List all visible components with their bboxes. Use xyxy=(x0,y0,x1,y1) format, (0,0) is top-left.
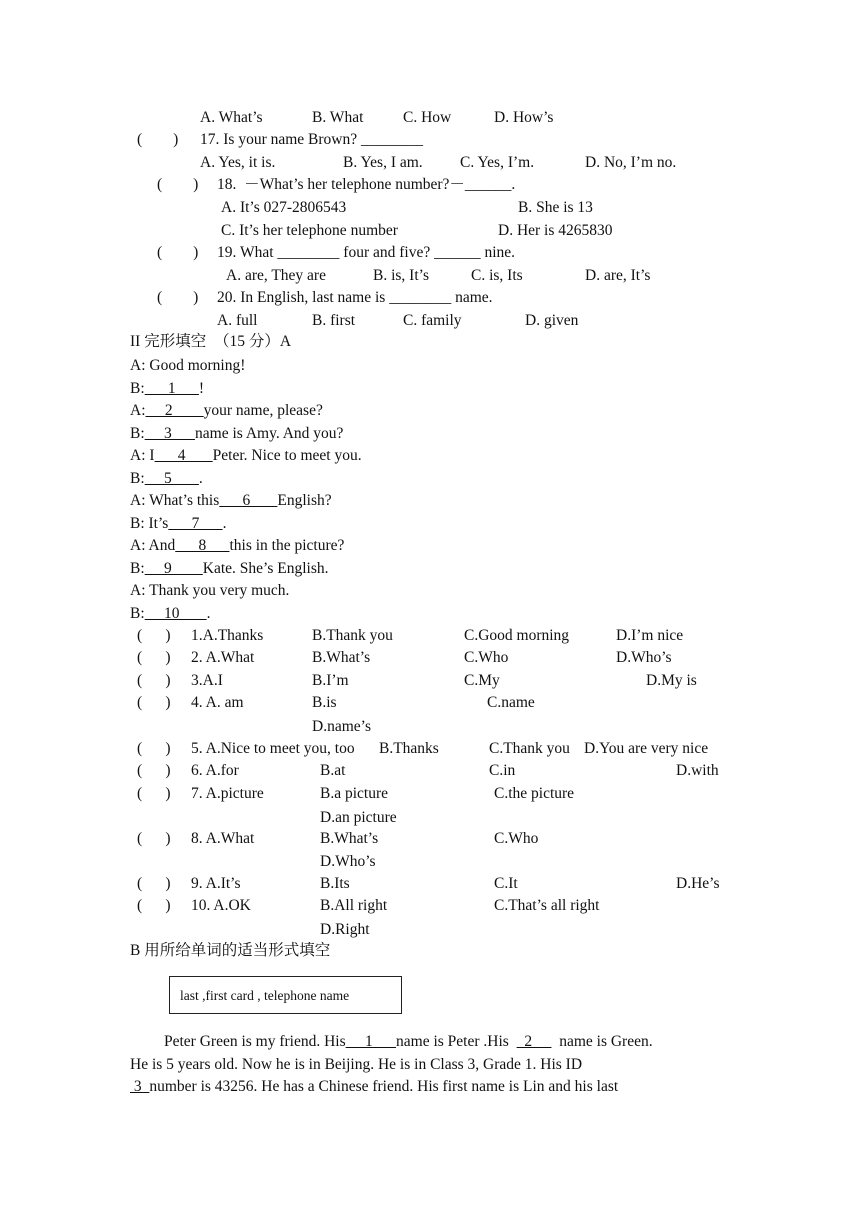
cloze-q6-d: D.with xyxy=(676,762,719,779)
cloze-q8-b: B.What’s xyxy=(320,830,379,847)
passage-line-1 xyxy=(164,1032,653,1052)
dialogue-text: ! xyxy=(198,380,205,397)
dialogue-text: Peter. Nice to meet you. xyxy=(212,447,362,464)
cloze-q9-a: 9. A.It’s xyxy=(191,875,241,892)
q18-option-d: D. Her is 4265830 xyxy=(498,222,613,239)
blank-1: 1 xyxy=(144,380,199,397)
cloze-q4-a: 4. A. am xyxy=(191,694,244,711)
dialogue-text: your name, please? xyxy=(203,402,323,419)
dialogue-text: A: Thank you very much. xyxy=(130,582,290,599)
q18-option-b: B. She is 13 xyxy=(518,199,593,216)
cloze-q3-a: 3.A.I xyxy=(191,672,223,689)
q17-option-d: D. No, I’m no. xyxy=(585,154,677,171)
dialogue-line xyxy=(130,604,211,624)
blank-6: 6 xyxy=(219,492,278,509)
cloze-q4-d: D.name’s xyxy=(312,718,371,735)
cloze-q8-d: D.Who’s xyxy=(320,853,376,870)
cloze-q8-a: 8. A.What xyxy=(191,830,255,847)
q20-paren: ( ) xyxy=(157,289,199,306)
answer-paren: ( ) xyxy=(137,694,171,711)
blank-7: 7 xyxy=(168,515,223,532)
cloze-q10-a: 10. A.OK xyxy=(191,897,251,914)
passage-blank-2: 2 xyxy=(516,1033,552,1050)
q20-option-a: A. full xyxy=(217,312,258,329)
q17-paren: ( ) xyxy=(137,131,179,148)
speaker: B: xyxy=(130,605,145,622)
dialogue-text: name is Amy. And you? xyxy=(195,425,344,442)
q17-stem: 17. Is your name Brown? ________ xyxy=(200,131,423,148)
q16-option-b: B. What xyxy=(312,109,364,126)
blank-9: 9 xyxy=(144,560,203,577)
cloze-q9-d: D.He’s xyxy=(676,875,720,892)
cloze-q4-c: C.name xyxy=(487,694,535,711)
cloze-q5-a: 5. A.Nice to meet you, too xyxy=(191,740,355,757)
dialogue-text: . xyxy=(198,470,203,487)
speaker: B: xyxy=(130,560,145,577)
q18-paren: ( ) xyxy=(157,176,199,193)
cloze-q6-b: B.at xyxy=(320,762,346,779)
cloze-q7-d: D.an picture xyxy=(320,809,397,826)
q17-option-b: B. Yes, I am. xyxy=(343,154,423,171)
speaker: B: It’s xyxy=(130,515,169,532)
cloze-q2-c: C.Who xyxy=(464,649,509,666)
answer-paren: ( ) xyxy=(137,897,171,914)
q19-stem: 19. What ________ four and five? ______ nine. xyxy=(217,244,516,261)
q17-option-c: C. Yes, I’m. xyxy=(460,154,535,171)
answer-paren: ( ) xyxy=(137,740,171,757)
cloze-q3-c: C.My xyxy=(464,672,500,689)
passage-text: name is Green. xyxy=(551,1033,653,1050)
dialogue-line xyxy=(130,491,332,511)
cloze-q8-c: C.Who xyxy=(494,830,539,847)
passage-blank-3: 3 xyxy=(130,1078,150,1095)
answer-paren: ( ) xyxy=(137,672,171,689)
dialogue-text: . xyxy=(222,515,227,532)
cloze-q7-b: B.a picture xyxy=(320,785,389,802)
passage-line-2: He is 5 years old. Now he is in Beijing. He is in Class 3, Grade 1. His ID xyxy=(130,1056,583,1073)
cloze-q10-c: C.That’s all right xyxy=(494,897,600,914)
q16-option-a: A. What’s xyxy=(200,109,263,126)
cloze-q7-a: 7. A.picture xyxy=(191,785,264,802)
cloze-q7-c: C.the picture xyxy=(494,785,575,802)
dialogue-line xyxy=(130,581,289,601)
q20-stem: 20. In English, last name is ________ name. xyxy=(217,289,493,306)
answer-paren: ( ) xyxy=(137,830,171,847)
passage-line-3 xyxy=(130,1077,618,1097)
blank-10: 10 xyxy=(144,605,207,622)
q16-option-c: C. How xyxy=(403,109,452,126)
cloze-q2-b: B.What’s xyxy=(312,649,371,666)
answer-paren: ( ) xyxy=(137,627,171,644)
cloze-q3-d: D.My is xyxy=(646,672,697,689)
cloze-q5-b: B.Thanks xyxy=(379,740,439,757)
dialogue-text: Kate. She’s English. xyxy=(202,560,329,577)
speaker: B: xyxy=(130,425,145,442)
dialogue-text: English? xyxy=(277,492,332,509)
cloze-q5-d: D.You are very nice xyxy=(584,740,709,757)
cloze-q5-c: C.Thank you xyxy=(489,740,570,757)
dialogue-line xyxy=(130,559,329,579)
section2-heading: II 完形填空 （15 分）A xyxy=(130,333,292,350)
cloze-q1-a: 1.A.Thanks xyxy=(191,627,264,644)
dialogue-line xyxy=(130,536,344,556)
q19-paren: ( ) xyxy=(157,244,199,261)
answer-paren: ( ) xyxy=(137,785,171,802)
speaker: A: What’s this xyxy=(130,492,220,509)
dialogue-text: A: Good morning! xyxy=(130,357,246,374)
passage-text: name is Peter .His xyxy=(396,1033,517,1050)
q18-stem: 18. －What’s her telephone number?－______. xyxy=(217,176,516,193)
q19-option-c: C. is, Its xyxy=(471,267,523,284)
answer-paren: ( ) xyxy=(137,875,171,892)
q19-option-b: B. is, It’s xyxy=(373,267,429,284)
speaker: A: And xyxy=(130,537,176,554)
passage-text: number is 43256. He has a Chinese friend. His first name is Lin and his last xyxy=(149,1078,619,1095)
passage-text: Peter Green is my friend. His xyxy=(164,1033,346,1050)
dialogue-line xyxy=(130,446,362,466)
cloze-q6-a: 6. A.for xyxy=(191,762,239,779)
q19-option-a: A. are, They are xyxy=(226,267,326,284)
dialogue-text: . xyxy=(206,605,211,622)
answer-paren: ( ) xyxy=(137,649,171,666)
cloze-q9-c: C.It xyxy=(494,875,518,892)
blank-8: 8 xyxy=(175,537,230,554)
cloze-q9-b: B.Its xyxy=(320,875,350,892)
sectionB-heading: B 用所给单词的适当形式填空 xyxy=(130,942,331,959)
word-box-text: last ,first card , telephone name xyxy=(180,988,350,1003)
cloze-q4-b: B.is xyxy=(312,694,337,711)
cloze-q10-b: B.All right xyxy=(320,897,388,914)
dialogue-line xyxy=(130,401,323,421)
cloze-q1-d: D.I’m nice xyxy=(616,627,684,644)
dialogue-line xyxy=(130,356,245,376)
cloze-q1-c: C.Good morning xyxy=(464,627,570,644)
blank-2: 2 xyxy=(145,402,204,419)
dialogue-line xyxy=(130,379,204,399)
cloze-q6-c: C.in xyxy=(489,762,516,779)
speaker: B: xyxy=(130,380,145,397)
q18-option-a: A. It’s 027-2806543 xyxy=(221,199,347,216)
q20-option-d: D. given xyxy=(525,312,579,329)
answer-paren: ( ) xyxy=(137,762,171,779)
dialogue-line xyxy=(130,424,343,444)
q20-option-c: C. family xyxy=(403,312,462,329)
dialogue-text: this in the picture? xyxy=(229,537,345,554)
dialogue-line xyxy=(130,514,226,534)
q18-option-c: C. It’s her telephone number xyxy=(221,222,398,239)
dialogue-line xyxy=(130,469,203,489)
cloze-q2-a: 2. A.What xyxy=(191,649,255,666)
blank-4: 4 xyxy=(154,447,213,464)
speaker: A: xyxy=(130,402,146,419)
word-box xyxy=(169,976,402,1014)
cloze-q1-b: B.Thank you xyxy=(312,627,393,644)
cloze-q3-b: B.I’m xyxy=(312,672,349,689)
speaker: A: I xyxy=(130,447,155,464)
q16-option-d: D. How’s xyxy=(494,109,554,126)
passage-blank-1: 1 xyxy=(345,1033,397,1050)
blank-5: 5 xyxy=(144,470,199,487)
cloze-q10-d: D.Right xyxy=(320,921,370,938)
speaker: B: xyxy=(130,470,145,487)
q19-option-d: D. are, It’s xyxy=(585,267,651,284)
cloze-q2-d: D.Who’s xyxy=(616,649,672,666)
q17-option-a: A. Yes, it is. xyxy=(200,154,276,171)
blank-3: 3 xyxy=(144,425,196,442)
q20-option-b: B. first xyxy=(312,312,356,329)
